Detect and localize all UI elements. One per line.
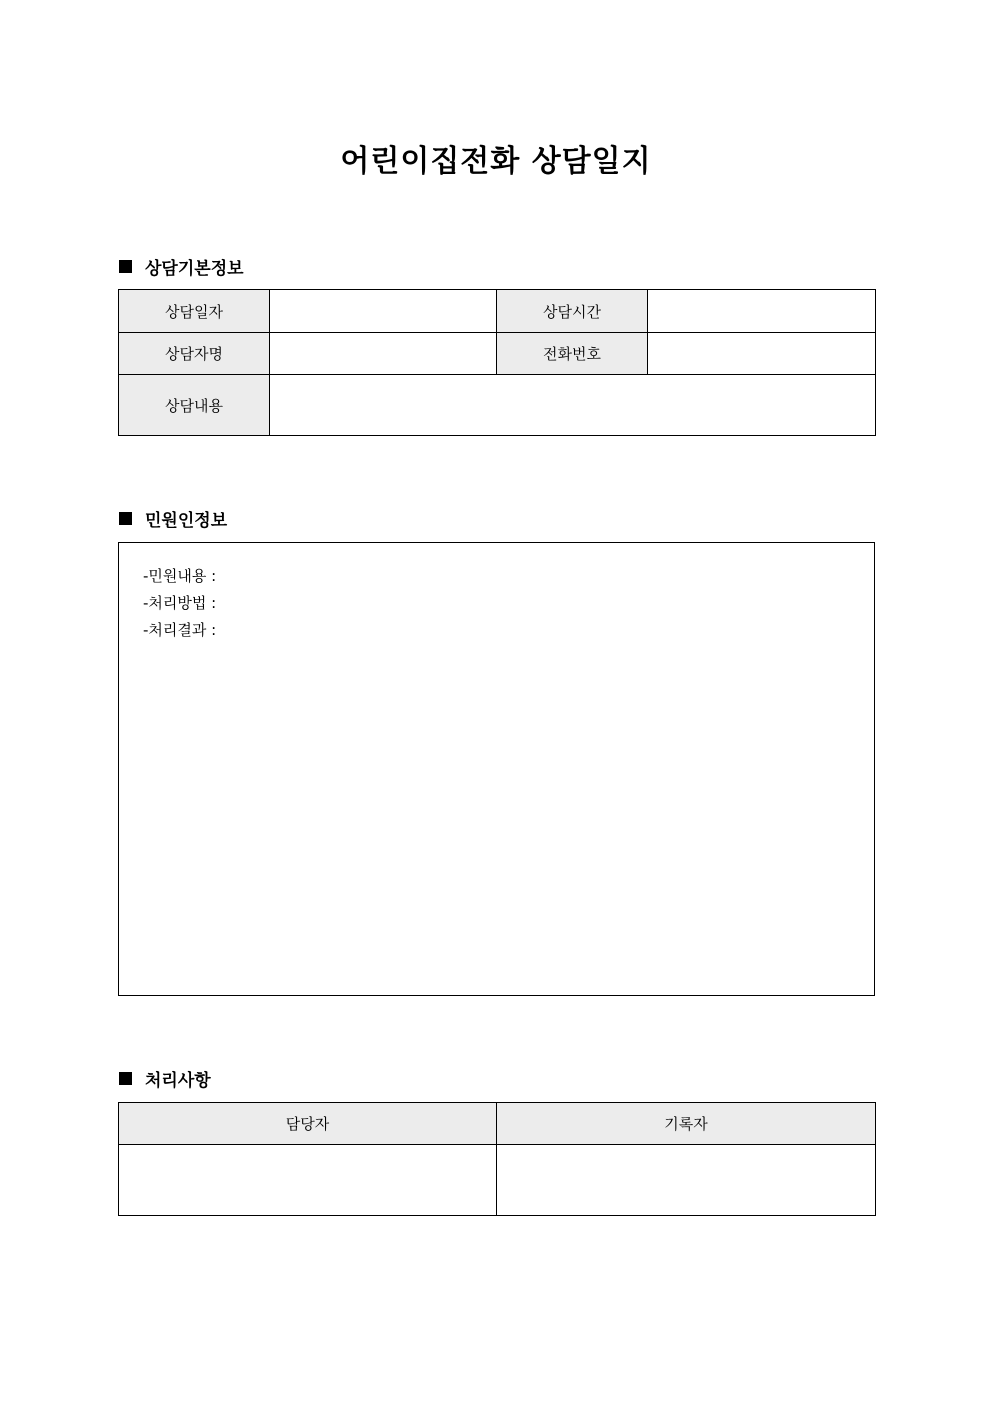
table-row	[119, 333, 876, 375]
table-row	[119, 1145, 876, 1216]
complainant-info-box[interactable]	[118, 542, 875, 996]
page-title: 어린이집전화 상담일지	[340, 144, 652, 179]
processing-table	[118, 1102, 876, 1216]
phone-number-field[interactable]	[648, 333, 876, 375]
recorder-field[interactable]	[497, 1145, 876, 1216]
consult-time-field[interactable]	[648, 290, 876, 333]
consultant-name-field[interactable]	[270, 333, 497, 375]
section-heading-processing	[119, 1066, 211, 1091]
header-recorder: 기록자	[497, 1103, 876, 1145]
consult-date-field[interactable]	[270, 290, 497, 333]
table-row	[119, 1103, 876, 1145]
manager-field[interactable]	[119, 1145, 497, 1216]
header-manager: 담당자	[119, 1103, 497, 1145]
section-heading-label: 민원인정보	[145, 511, 228, 531]
square-bullet-icon	[119, 260, 132, 273]
section-heading-label: 처리사항	[145, 1071, 211, 1091]
label-consult-date: 상담일자	[119, 290, 270, 333]
label-consult-content: 상담내용	[119, 375, 270, 436]
label-consult-time: 상담시간	[497, 290, 648, 333]
table-row	[119, 375, 876, 436]
square-bullet-icon	[119, 512, 132, 525]
consult-content-field[interactable]	[270, 375, 876, 436]
table-row	[119, 290, 876, 333]
label-consultant-name: 상담자명	[119, 333, 270, 375]
line-complaint-content: -민원내용 :	[143, 567, 217, 585]
section-heading-label: 상담기본정보	[145, 259, 244, 279]
section-heading-complainant-info	[119, 506, 227, 531]
section-heading-basic-info	[119, 254, 244, 279]
line-handling-result: -처리결과 :	[143, 621, 217, 639]
square-bullet-icon	[119, 1072, 132, 1085]
basic-info-table	[118, 289, 876, 436]
label-phone-number: 전화번호	[497, 333, 648, 375]
line-handling-method: -처리방법 :	[143, 594, 217, 612]
